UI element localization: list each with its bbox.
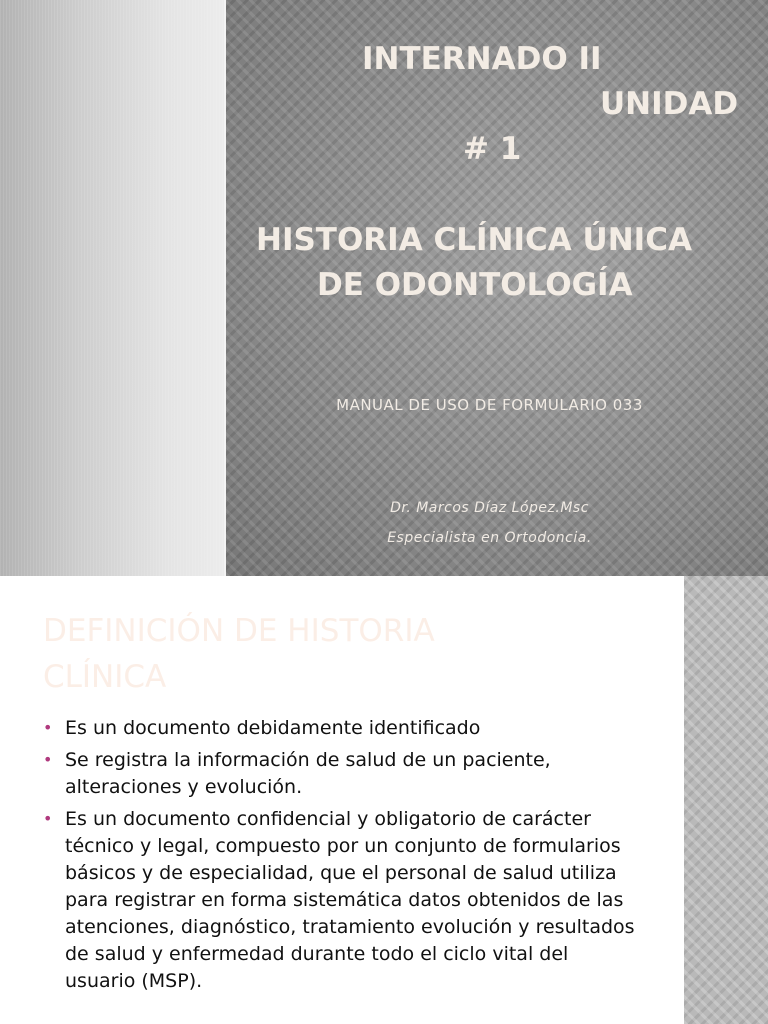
slide-left-gradient-panel — [0, 0, 224, 576]
slide-subtitle: MANUAL DE USO DE FORMULARIO 033 — [336, 396, 643, 414]
heading-line-2: CLÍNICA — [43, 659, 167, 695]
title-line-odontologia: DE ODONTOLOGÍA — [317, 267, 633, 303]
title-line-unidad: UNIDAD — [600, 86, 739, 122]
list-item-text: Es un documento confidencial y obligatorio de carácter técnico y legal, compuesto por un conjunto de formularios básicos y de especialidad, que el personal de salud utiliza para registrar en forma sistemática datos obtenidos de las atenciones, diagnóstico, tratamiento evolución y resultados de salud y enfermedad durante todo el ciclo vital del usuario (MSP). — [65, 808, 635, 992]
bullet-icon: • — [43, 718, 53, 737]
title-line-number: # 1 — [463, 131, 522, 167]
heading-line-1: DEFINICIÓN DE HISTORIA — [43, 613, 435, 649]
bullet-icon: • — [43, 809, 53, 828]
list-item — [43, 715, 643, 742]
list-item — [43, 806, 643, 995]
definition-heading — [43, 608, 603, 700]
title-line-internado: INTERNADO II — [362, 41, 602, 77]
bullet-icon: • — [43, 750, 53, 769]
title-line-historia: HISTORIA CLÍNICA ÚNICA — [256, 222, 692, 258]
list-item-text: Se registra la información de salud de un paciente, alteraciones y evolución. — [65, 749, 551, 798]
definition-bullet-list — [43, 715, 643, 1000]
slide-patterned-strip — [684, 576, 768, 1024]
list-item-text: Es un documento debidamente identificado — [65, 717, 481, 739]
list-item — [43, 747, 643, 801]
author-role: Especialista en Ortodoncia. — [387, 530, 592, 546]
definition-slide — [0, 576, 768, 1024]
author-name: Dr. Marcos Díaz López.Msc — [390, 500, 589, 516]
